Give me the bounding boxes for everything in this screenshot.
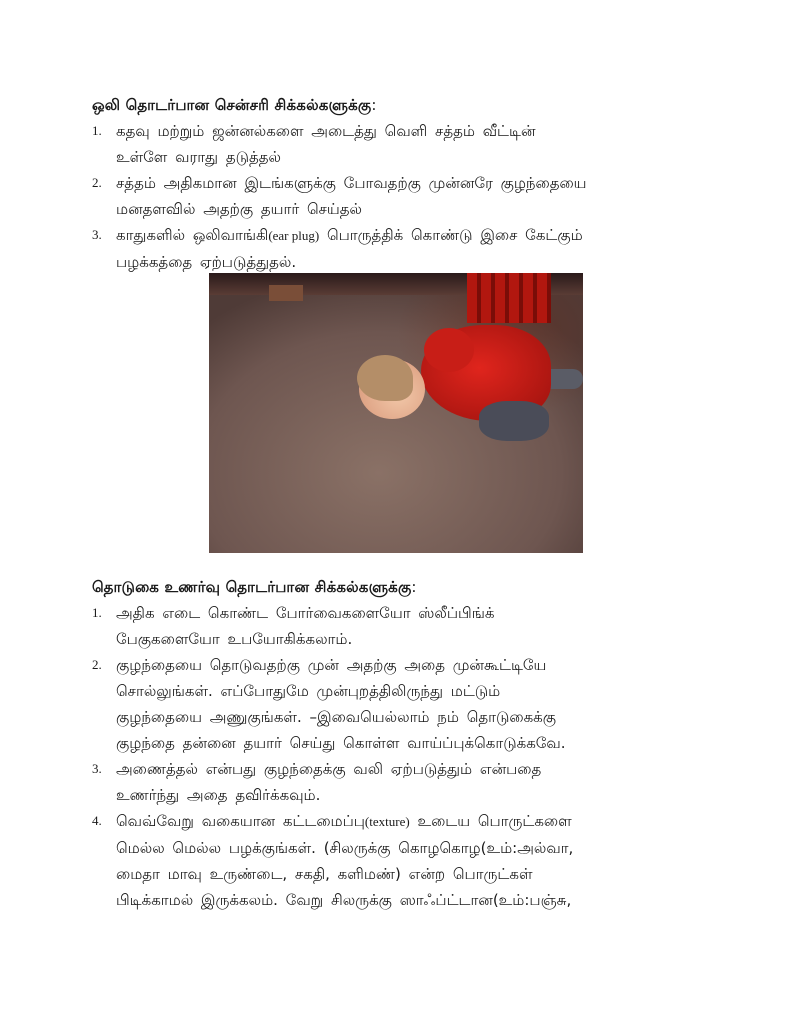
item-line: குழந்தையை தொடுவதற்கு முன் அதற்கு அதை முன்கூட்டியே [116, 656, 547, 674]
list-item [92, 222, 712, 275]
list-item [92, 808, 712, 913]
item-number: 3. [92, 761, 102, 776]
list-item [92, 652, 712, 756]
list-item [92, 600, 712, 652]
item-line: பிடிக்காமல் இருக்கலம். வேறு சிலருக்கு ஸாஃப்ட்டான(உம்:பஞ்சு, [116, 891, 572, 909]
item-line: பேகுகளையோ உபயோகிக்கலாம். [116, 630, 353, 648]
heading-colon: : [411, 578, 417, 596]
list-item [92, 170, 712, 222]
section-heading-text: ஒலி தொடர்பான சென்சரி சிக்கல்களுக்கு [92, 96, 372, 114]
photo-box [269, 285, 303, 301]
item-line: சொல்லுங்கள். எப்போதுமே முன்புறத்திலிருந்து மட்டும் [116, 682, 501, 700]
photo-child-hair [357, 355, 413, 401]
item-line [116, 808, 712, 835]
list-item [92, 118, 712, 170]
item-line: குழந்தையை அணுகுங்கள். –இவையெல்லாம் நம் தொடுகைக்கு [116, 708, 557, 726]
section-heading-text: தொடுகை உணர்வு தொடர்பான சிக்கல்களுக்கு [92, 578, 412, 596]
item-text-latin: (texture) [364, 814, 410, 829]
item-line: மைதா மாவு உருண்டை, சகதி, களிமண்) என்ற பொருட்கள் [116, 865, 533, 883]
touch-tips-list [92, 600, 712, 913]
item-text: வெவ்வேறு வகையான கட்டமைப்பு [116, 812, 365, 830]
item-line [116, 222, 712, 249]
item-number: 1. [92, 123, 102, 138]
item-line: சத்தம் அதிகமான இடங்களுக்கு போவதற்கு முன்னரே குழந்தையை [116, 174, 587, 192]
item-text: பொருத்திக் கொண்டு இசை கேட்கும் [319, 226, 583, 244]
item-text: காதுகளில் ஒலிவாங்கி [116, 226, 269, 244]
photo-red-crate [467, 273, 551, 323]
sound-tips-list [92, 118, 712, 275]
item-number: 4. [92, 813, 102, 828]
item-line: பழக்கத்தை ஏற்படுத்துதல். [116, 253, 297, 271]
item-number: 3. [92, 227, 102, 242]
photo-hood [424, 328, 474, 372]
item-number: 1. [92, 605, 102, 620]
photo-pants [479, 401, 549, 441]
child-lying-on-carpet-photo [209, 273, 583, 553]
item-line: உணர்ந்து அதை தவிர்க்கவும். [116, 786, 321, 804]
list-item [92, 756, 712, 808]
item-line: மனதளவில் அதற்கு தயார் செய்தல் [116, 200, 363, 218]
section-heading-touch [92, 578, 417, 598]
item-number: 2. [92, 657, 102, 672]
item-line: அதிக எடை கொண்ட போர்வைகளையோ ஸ்லீப்பிங்க் [116, 604, 495, 622]
item-line: குழந்தை தன்னை தயார் செய்து கொள்ள வாய்ப்புக்கொடுக்கவே. [116, 734, 566, 752]
item-line: மெல்ல மெல்ல பழக்குங்கள். (சிலருக்கு கொழகொழ(உம்:அல்வா, [116, 839, 574, 857]
section-heading-sound [92, 96, 377, 116]
item-line: உள்ளே வராது தடுத்தல் [116, 148, 281, 166]
item-line: கதவு மற்றும் ஜன்னல்களை அடைத்து வெளி சத்தம் வீட்டின் [116, 122, 536, 140]
item-text: உடைய பொருட்களை [409, 812, 572, 830]
item-line: அணைத்தல் என்பது குழந்தைக்கு வலி ஏற்படுத்தும் என்பதை [116, 760, 542, 778]
heading-colon: : [371, 96, 377, 114]
item-text-latin: (ear plug) [268, 228, 320, 243]
item-number: 2. [92, 175, 102, 190]
